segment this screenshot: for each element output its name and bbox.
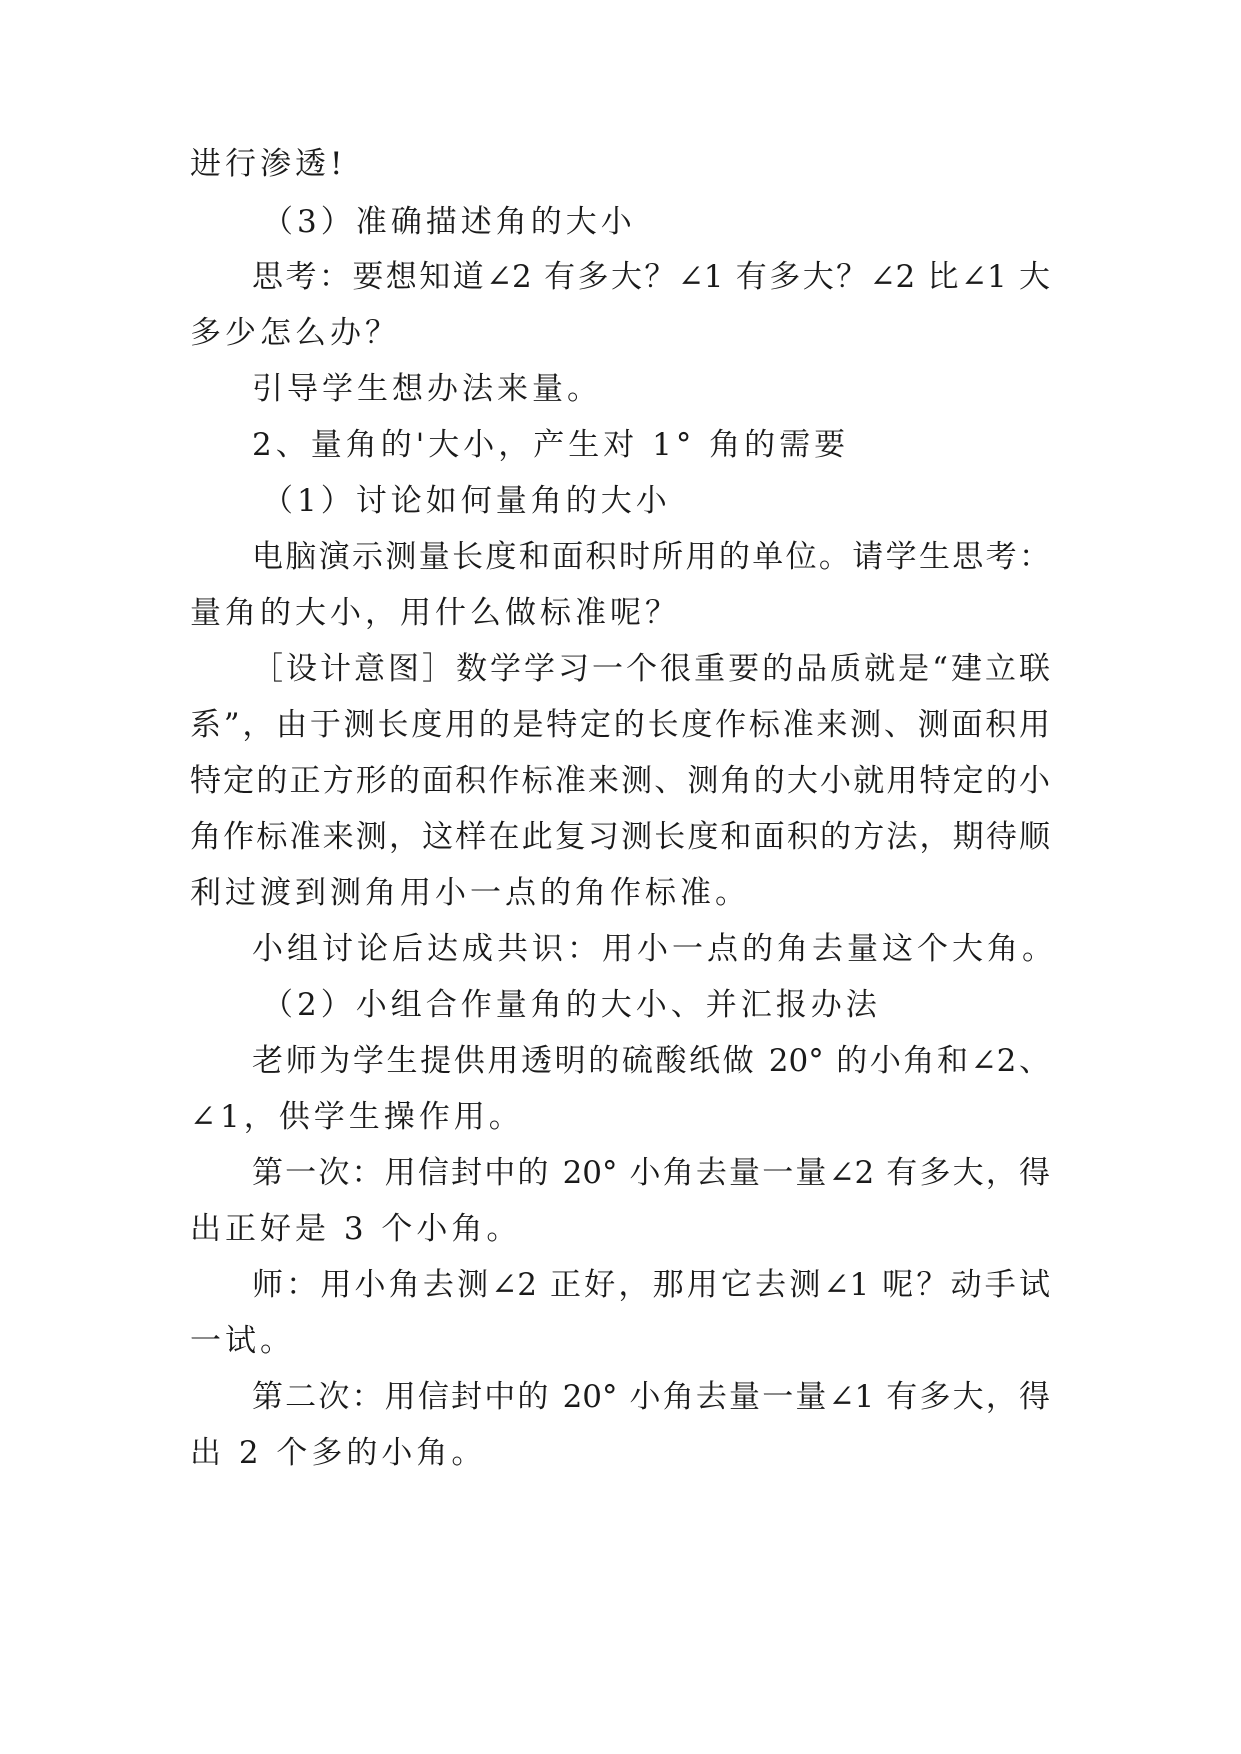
text-line: ∠1，供学生操作用。 (190, 1099, 524, 1135)
text-line: 引导学生想办法来量。 (252, 371, 602, 407)
text-line: 一试。 (190, 1323, 295, 1359)
text-line: 量角的大小，用什么做标准呢？ (190, 595, 680, 631)
subheading: （2）小组合作量角的大小、并汇报办法 (262, 987, 881, 1023)
text-line: 第二次：用信封中的 20° 小角去量一量∠1 有多大，得 (252, 1379, 1050, 1415)
text-line: 第一次：用信封中的 20° 小角去量一量∠2 有多大，得 (252, 1155, 1050, 1191)
text-line: 利过渡到测角用小一点的角作标准。 (190, 875, 750, 911)
text-line: 小组讨论后达成共识：用小一点的角去量这个大角。 (252, 931, 1057, 967)
text-line: 特定的正方形的面积作标准来测、测角的大小就用特定的小 (190, 763, 1050, 799)
text-line: 出正好是 3 个小角。 (190, 1211, 522, 1247)
text-line: 师：用小角去测∠2 正好，那用它去测∠1 呢？动手试 (252, 1267, 1050, 1303)
text-line: 老师为学生提供用透明的硫酸纸做 20° 的小角和∠2、 (252, 1043, 1050, 1079)
text-line: 系”，由于测长度用的是特定的长度作标准来测、测面积用 (190, 707, 1050, 743)
text-line: 思考：要想知道∠2 有多大？∠1 有多大？∠2 比∠1 大 (252, 259, 1050, 295)
section-heading: 2、量角的'大小，产生对 1° 角的需要 (252, 427, 850, 463)
text-line: 电脑演示测量长度和面积时所用的单位。请学生思考： (252, 539, 1050, 575)
text-line: 进行渗透! (190, 146, 347, 182)
subheading: （1）讨论如何量角的大小 (262, 483, 671, 519)
text-line: 角作标准来测，这样在此复习测长度和面积的方法，期待顺 (190, 819, 1050, 855)
text-line: ［设计意图］数学学习一个很重要的品质就是“建立联 (252, 651, 1050, 687)
text-line: 多少怎么办？ (190, 315, 400, 351)
subheading: （3）准确描述角的大小 (262, 204, 636, 240)
text-line: 出 2 个多的小角。 (190, 1435, 487, 1471)
